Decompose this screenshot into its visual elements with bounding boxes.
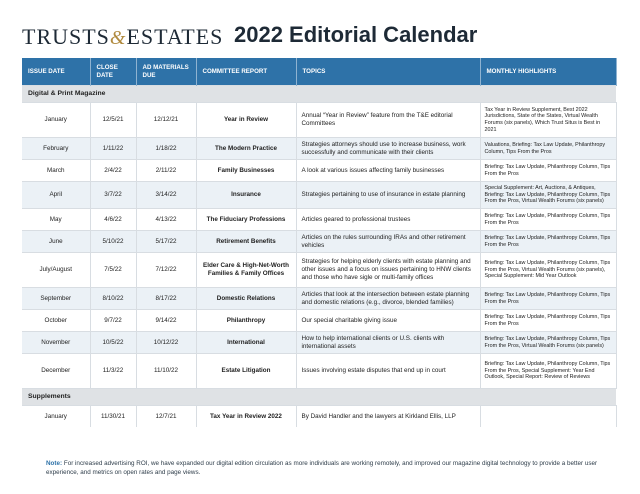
cell-report: Elder Care & High-Net-Worth Families & Family Offices (196, 253, 296, 288)
cell-topics: Articles that look at the intersection between estate planning and domestic relations (e.g., divorce, blended families) (296, 288, 480, 310)
cell-due: 9/14/22 (136, 310, 196, 332)
col-monthly-highlights: MONTHLY HIGHLIGHTS (480, 58, 616, 86)
page-title: 2022 Editorial Calendar (234, 22, 478, 47)
note-label: Note: (46, 460, 63, 467)
table-row (22, 253, 616, 288)
cell-due: 1/18/22 (136, 138, 196, 160)
cell-highlights (480, 406, 616, 428)
cell-due: 8/17/22 (136, 288, 196, 310)
section-row-supplements (22, 389, 616, 406)
cell-highlights: Briefing: Tax Law Update, Philanthropy Column, Tips From the Pros (480, 231, 616, 253)
cell-report: Year in Review (196, 103, 296, 138)
cell-highlights: Briefing: Tax Law Update, Philanthropy Column, Tips From the Pros (480, 310, 616, 332)
cell-issue: June (22, 231, 90, 253)
table-row (22, 231, 616, 253)
cell-report: Domestic Relations (196, 288, 296, 310)
cell-due: 4/13/22 (136, 209, 196, 231)
cell-report: The Modern Practice (196, 138, 296, 160)
cell-topics: How to help international clients or U.S. clients with international assets (296, 332, 480, 354)
cell-issue: January (22, 406, 90, 428)
cell-highlights: Tax Year in Review Supplement, Best 2022 Jurisdictions, State of the States, Virtual Wealth Forums (six panels), Which Trust Situs is Best in 2021 (480, 103, 616, 138)
table-row (22, 332, 616, 354)
cell-report: Estate Litigation (196, 354, 296, 389)
logo-ampersand: & (109, 27, 127, 49)
cell-topics: Strategies attorneys should use to increase business, work successfully and communicate with their clients (296, 138, 480, 160)
cell-due: 7/12/22 (136, 253, 196, 288)
cell-report: International (196, 332, 296, 354)
cell-issue: October (22, 310, 90, 332)
table-row (22, 354, 616, 389)
cell-due: 2/11/22 (136, 160, 196, 182)
cell-topics: Articles geared to professional trustees (296, 209, 480, 231)
table-row (22, 160, 616, 182)
cell-close: 7/5/22 (90, 253, 136, 288)
section-label: Digital & Print Magazine (22, 86, 616, 103)
table-row (22, 310, 616, 332)
col-close-date: CLOSE DATE (90, 58, 136, 86)
section-label: Supplements (22, 389, 616, 406)
cell-issue: July/August (22, 253, 90, 288)
cell-report: The Fiduciary Professions (196, 209, 296, 231)
cell-close: 11/3/22 (90, 354, 136, 389)
cell-topics: Articles on the rules surrounding IRAs and other retirement vehicles (296, 231, 480, 253)
cell-due: 3/14/22 (136, 182, 196, 209)
cell-highlights: Special Supplement: Art, Auctions, & Antiques, Briefing: Tax Law Update, Philanthropy Column, Tips From the Pros, Virtual Wealth Forums (six panels) (480, 182, 616, 209)
cell-highlights: Briefing: Tax Law Update, Philanthropy Column, Tips From the Pros, Virtual Wealth Forums (six panels) (480, 332, 616, 354)
page-header (22, 14, 622, 58)
col-ad-materials-due: AD MATERIALS DUE (136, 58, 196, 86)
cell-close: 5/10/22 (90, 231, 136, 253)
cell-report: Tax Year in Review 2022 (196, 406, 296, 428)
cell-topics: Strategies for helping elderly clients with estate planning and other issues and a focus on issues pertaining to HNW clients and those who have sigle or multi-family offices (296, 253, 480, 288)
section-row-digital (22, 86, 616, 103)
cell-topics: Strategies pertaining to use of insurance in estate planning (296, 182, 480, 209)
col-committee-report: COMMITTEE REPORT (196, 58, 296, 86)
table-row (22, 209, 616, 231)
note-text: For increased advertising ROI, we have expanded our digital edition circulation as more individuals are working remotely, and improved our magazine digital technology to provide a better user experience, and metrics on open rates and page views. (46, 460, 598, 476)
cell-close: 4/6/22 (90, 209, 136, 231)
cell-close: 1/11/22 (90, 138, 136, 160)
table-row (22, 138, 616, 160)
cell-close: 9/7/22 (90, 310, 136, 332)
cell-due: 11/10/22 (136, 354, 196, 389)
footnote (46, 459, 606, 477)
cell-close: 12/5/21 (90, 103, 136, 138)
cell-highlights: Briefing: Tax Law Update, Philanthropy Column, Tips From the Pros, Virtual Wealth Forums (six panels), Special Supplement: Mid Year Outlook (480, 253, 616, 288)
cell-issue: May (22, 209, 90, 231)
table-row (22, 103, 616, 138)
cell-highlights: Briefing: Tax Law Update, Philanthropy Column, Tips From the Pros (480, 209, 616, 231)
cell-report: Insurance (196, 182, 296, 209)
cell-due: 12/12/21 (136, 103, 196, 138)
cell-highlights: Valuations, Briefing: Tax Law Update, Philanthropy Column, Tips From the Pros (480, 138, 616, 160)
cell-report: Philanthropy (196, 310, 296, 332)
cell-report: Family Businesses (196, 160, 296, 182)
editorial-calendar-table (22, 58, 617, 427)
cell-issue: March (22, 160, 90, 182)
cell-close: 2/4/22 (90, 160, 136, 182)
cell-close: 3/7/22 (90, 182, 136, 209)
cell-topics: Our special charitable giving issue (296, 310, 480, 332)
cell-issue: December (22, 354, 90, 389)
cell-topics: By David Handler and the lawyers at Kirkland Ellis, LLP (296, 406, 480, 428)
table-row (22, 182, 616, 209)
cell-issue: September (22, 288, 90, 310)
cell-topics: A look at various issues affecting family businesses (296, 160, 480, 182)
col-issue-date: ISSUE DATE (22, 58, 90, 86)
cell-highlights: Briefing: Tax Law Update, Philanthropy Column, Tips From the Pros (480, 160, 616, 182)
cell-close: 11/30/21 (90, 406, 136, 428)
cell-close: 10/5/22 (90, 332, 136, 354)
table-header-row (22, 58, 616, 86)
cell-due: 5/17/22 (136, 231, 196, 253)
cell-topics: Annual “Year in Review” feature from the T&E editorial Committees (296, 103, 480, 138)
cell-issue: February (22, 138, 90, 160)
cell-issue: January (22, 103, 90, 138)
cell-close: 8/10/22 (90, 288, 136, 310)
cell-highlights: Briefing: Tax Law Update, Philanthropy Column, Tips From the Pros (480, 288, 616, 310)
logo-text-right: ESTATES (126, 24, 224, 49)
publication-logo (22, 24, 223, 50)
logo-text-left: TRUSTS (22, 24, 110, 49)
cell-issue: November (22, 332, 90, 354)
cell-due: 12/7/21 (136, 406, 196, 428)
cell-report: Retirement Benefits (196, 231, 296, 253)
table-row (22, 288, 616, 310)
cell-topics: Issues involving estate disputes that end up in court (296, 354, 480, 389)
col-topics: TOPICS (296, 58, 480, 86)
cell-highlights: Briefing: Tax Law Update, Philanthropy Column, Tips From the Pros, Special Supplement: Year End Outlook, Special Report: Review of Reviews (480, 354, 616, 389)
cell-due: 10/12/22 (136, 332, 196, 354)
cell-issue: April (22, 182, 90, 209)
table-row (22, 406, 616, 428)
